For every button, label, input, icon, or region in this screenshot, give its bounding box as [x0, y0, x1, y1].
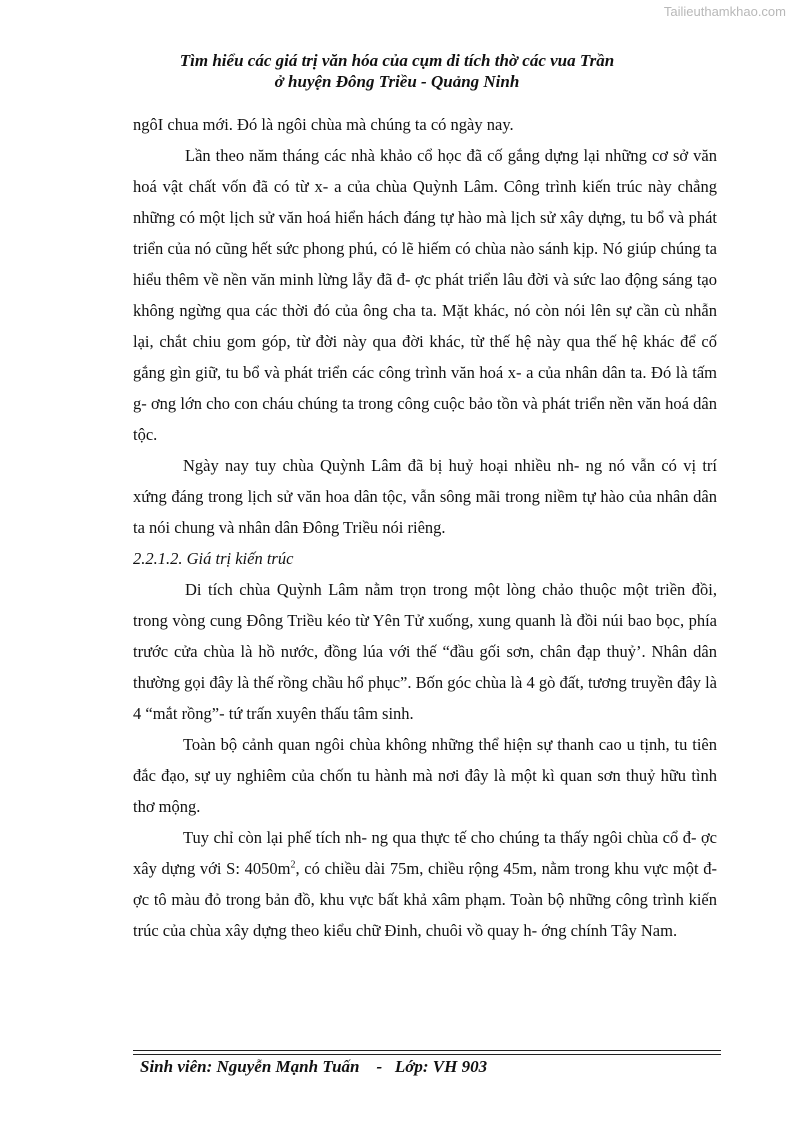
document-body — [133, 109, 717, 946]
paragraph-2: Lần theo năm tháng các nhà khảo cổ học đã cố gắng dựng lại những cơ sở văn hoá vật chất vốn đã có từ x- a của chùa Quỳnh Lâm. Công trình kiến trúc này chẳng những có một lịch sử văn hoá hiển hách đáng tự hào mà lịch sử xây dựng, tu bổ và phát triển của nó cũng hết sức phong phú, có lẽ hiếm có chùa nào sánh kịp. Nó giúp chúng ta hiểu thêm về nền văn minh lừng lẫy đã đ- ợc phát triển lâu đời và sức lao động sáng tạo không ngừng qua các thời đó của ông cha ta. Mặt khác, nó còn nói lên sự cần cù nhẫn lại, chắt chiu gom góp, từ đời này qua đời khác, từ thế hệ này qua thế hệ khác để cố gắng gìn giữ, tu bổ và phát triển các công trình văn hoá x- a của nhân dân ta. Đó là tấm g- ơng lớn cho con cháu chúng ta trong công cuộc bảo tồn và phát triển nền văn hoá dân tộc. — [133, 146, 717, 444]
paragraph-4: Di tích chùa Quỳnh Lâm nằm trọn trong một lòng chảo thuộc một triền đồi, trong vòng cung Đông Triều kéo từ Yên Tử xuống, xung quanh là đồi núi bao bọc, phía trước cửa chùa là hồ nước, đồng lúa với thế “đầu gối sơn, chân đạp thuỷ’. Nhân dân thường gọi đây là thế rồng chầu hổ phục”. Bốn góc chùa là 4 gò đất, tương truyền đây là 4 “mắt rồng”- tứ trấn xuyên thấu tâm sinh. — [133, 580, 717, 723]
page-header — [0, 50, 794, 92]
footer-rule-thick — [133, 1050, 721, 1051]
paragraph-3: Ngày nay tuy chùa Quỳnh Lâm đã bị huỷ hoại nhiều nh- ng nó vẫn có vị trí xứng đáng trong lịch sử văn hoa dân tộc, vẫn sông mãi trong niềm tự hào của nhân dân ta nói chung và nhân dân Đông Triều nói riêng. — [133, 456, 717, 537]
section-heading: 2.2.1.2. Giá trị kiến trúc — [133, 549, 294, 568]
header-line-1: Tìm hiểu các giá trị văn hóa của cụm di tích thờ các vua Trần — [179, 51, 615, 70]
page-footer: Sinh viên: Nguyễn Mạnh Tuấn - Lớp: VH 903 — [140, 1057, 488, 1076]
header-line-2: ở huyện Đông Triều - Quảng Ninh — [274, 72, 520, 91]
superscript-2: 2 — [290, 859, 296, 871]
paragraph-5: Toàn bộ cảnh quan ngôi chùa không những thể hiện sự thanh cao u tịnh, tu tiên đắc đạo, sự uy nghiêm của chốn tu hành mà nơi đây là một kì quan sơn thuỷ hữu tình thơ mộng. — [133, 735, 717, 816]
paragraph-6 — [133, 822, 717, 946]
watermark: Tailieuthamkhao.com — [663, 4, 786, 19]
paragraph-6-part-b: , có chiều dài 75m, chiều rộng 45m, nằm trong khu vực một đ- ợc tô màu đỏ trong bản đồ, khu vực bất khả xâm phạm. Toàn bộ những công trình kiến trúc của chùa xây dựng theo kiểu chữ Đinh, chuôi vồ quay h- ớng chính Tây Nam. — [133, 859, 717, 940]
footer-rule-thin — [133, 1054, 721, 1055]
paragraph-1: ngôI chua mới. Đó là ngôi chùa mà chúng ta có ngày nay. — [133, 115, 514, 134]
paragraph-6-part-a: Tuy chỉ còn lại phế tích nh- ng qua thực tế cho chúng ta thấy ngôi chùa cổ đ- ợc xây dựng với S: 4050m — [133, 828, 717, 878]
